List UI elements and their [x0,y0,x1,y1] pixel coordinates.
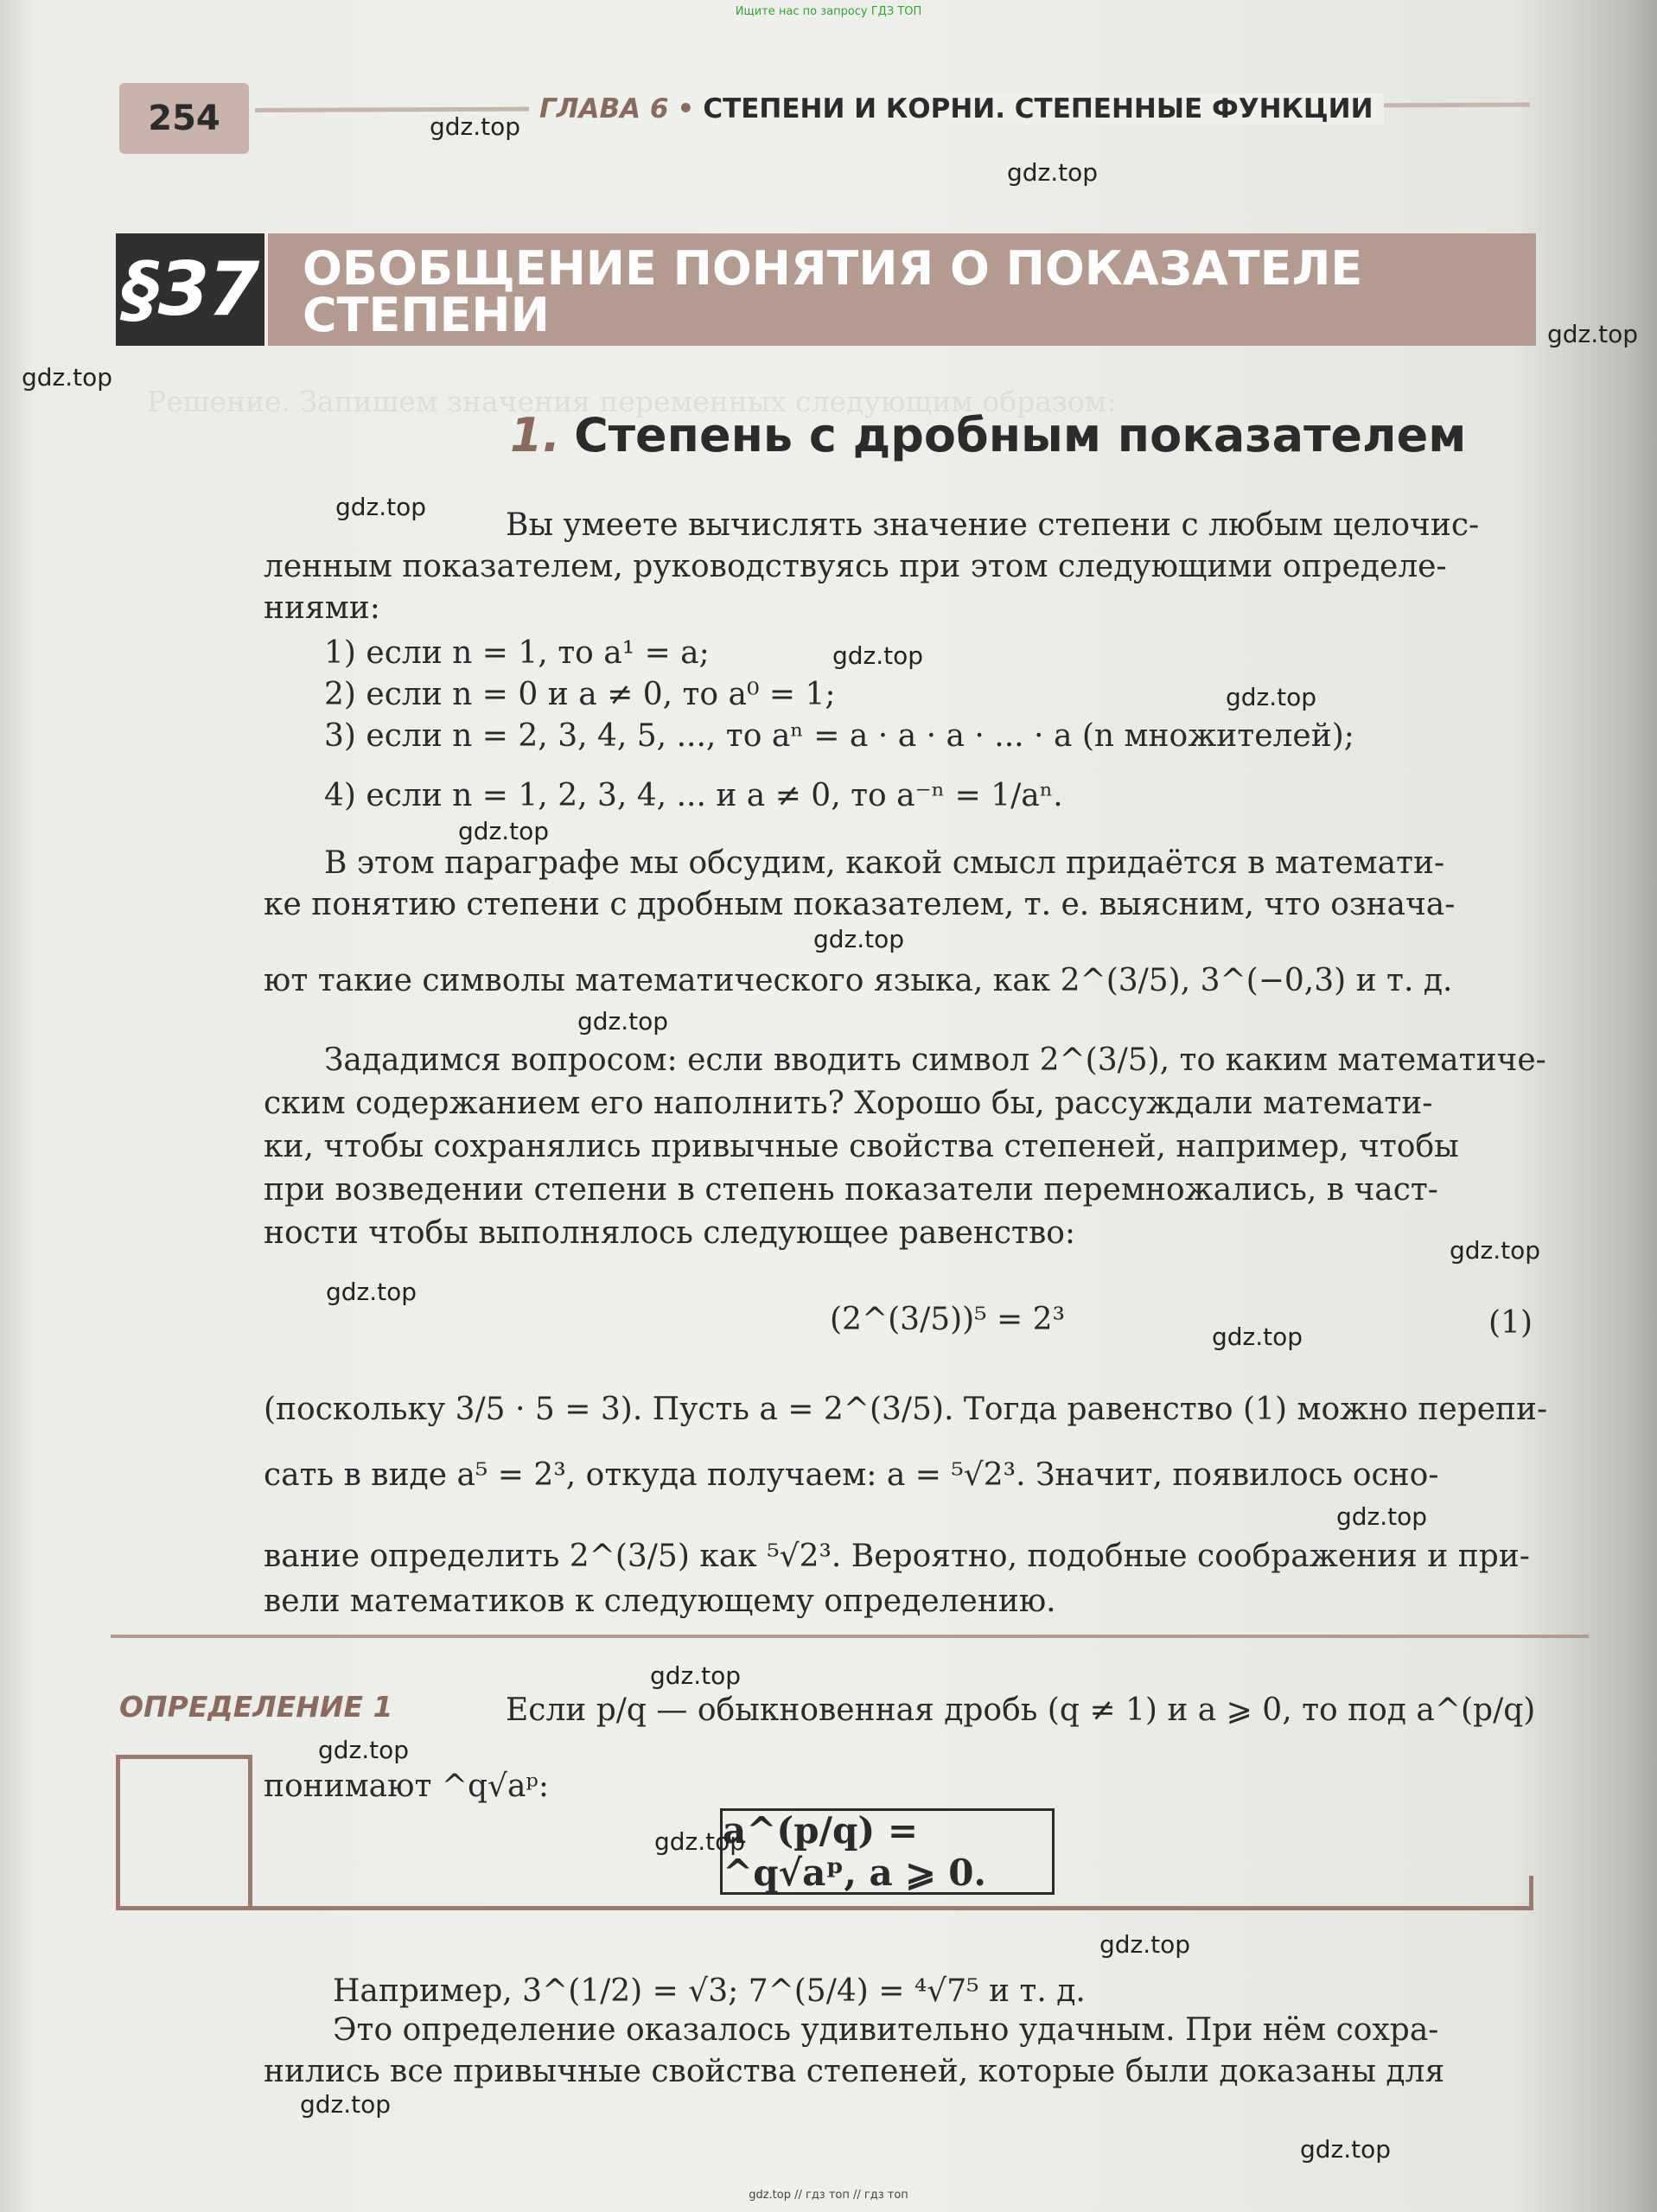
chapter-label: ГЛАВА 6 [539,93,669,124]
bullet-icon: • [677,93,695,124]
definition-item: 3) если n = 2, 3, 4, 5, ..., то aⁿ = a · a · a · ... · a (n множителей); [324,718,1354,754]
definition-text: понимают ^q√aᵖ: [264,1769,549,1804]
equation-1: (2^(3/5))⁵ = 2³ [830,1302,1066,1337]
paragraph-title: ОБОБЩЕНИЕ ПОНЯТИЯ О ПОКАЗАТЕЛЕ СТЕПЕНИ [303,241,1363,342]
text-line: ки, чтобы сохранялись привычные свойства степеней, например, чтобы [264,1129,1459,1164]
watermark: gdz.top [318,1736,410,1764]
watermark: gdz.top [654,1827,746,1856]
text-line: нились все привычные свойства степеней, которые были доказаны для [264,2054,1445,2089]
paragraph-title-box [268,233,1536,346]
definition-item: 1) если n = 1, то a¹ = a; [324,635,710,671]
watermark: gdz.top [1212,1323,1303,1351]
watermark: gdz.top [1336,1502,1428,1531]
watermark: gdz.top [1547,320,1639,348]
watermark: gdz.top [1099,1930,1191,1959]
watermark: gdz.top [430,112,521,141]
text-line: ленным показателем, руководствуясь при этом следующими определе- [264,549,1447,584]
watermark: gdz.top [1450,1236,1541,1265]
watermark: gdz.top [813,925,905,953]
definition-label: ОПРЕДЕЛЕНИЕ 1 [119,1690,393,1724]
text-line: ниями: [264,590,380,626]
paragraph-number: §37 [122,246,258,333]
watermark: gdz.top [335,493,427,521]
paragraph-number-box [116,233,264,346]
watermark: gdz.top [458,817,550,845]
chapter-heading [529,93,1384,124]
watermark: gdz.top [1300,2135,1392,2164]
text-line: Это определение оказалось удивительно удачным. При нём сохра- [333,2012,1439,2048]
page-number: 254 [148,99,220,138]
text-line: ским содержанием его наполнить? Хорошо бы, рассуждали математи- [264,1086,1433,1121]
section-title [510,408,1466,462]
definition-frame-bottom [116,1906,1533,1910]
equation-number: (1) [1488,1305,1533,1341]
watermark: gdz.top [1226,683,1317,711]
text-line: при возведении степени в степень показатели перемножались, в част- [264,1172,1438,1208]
definition-frame [116,1755,252,1910]
text-line: В этом параграфе мы обсудим, какой смысл придаётся в математи- [324,845,1445,881]
watermark: gdz.top [832,641,924,670]
definition-formula: a^(p/q) = ^q√aᵖ, a ⩾ 0. [723,1809,987,1894]
definition-item: 2) если n = 0 и a ≠ 0, то a⁰ = 1; [324,677,836,712]
watermark: gdz.top [22,363,113,392]
watermark: gdz.top [326,1278,417,1306]
text-line: вели математиков к следующему определению. [264,1584,1056,1619]
watermark: gdz.top [1007,158,1099,187]
chapter-title: СТЕПЕНИ И КОРНИ. СТЕПЕННЫЕ ФУНКЦИИ [703,93,1373,124]
text-line: Вы умеете вычислять значение степени с любым целочис- [506,507,1480,543]
watermark: gdz.top [300,2090,392,2119]
definition-text: Если p/q — обыкновенная дробь (q ≠ 1) и a ⩾ 0, то под a^(p/q) [506,1692,1536,1728]
watermark: gdz.top [650,1661,742,1690]
definition-frame-right [1529,1876,1533,1910]
text-line: ности чтобы выполнялось следующее равенство: [264,1215,1076,1251]
bleed-through: Решение. Запишем значения переменных следующим образом: [147,385,1117,418]
definition-rule [111,1635,1589,1638]
top-banner[interactable]: Ищите нас по запросу ГДЗ ТОП [735,5,922,18]
watermark: gdz.top [577,1007,669,1036]
section-title-text: Степень с дробным показателем [574,408,1467,462]
text-line: Зададимся вопросом: если вводить символ 2^(3/5), то каким математиче- [324,1042,1546,1078]
definition-item: 4) если n = 1, 2, 3, 4, ... и a ≠ 0, то a⁻ⁿ = 1/aⁿ. [324,778,1063,813]
text-line: ют такие символы математического языка, как 2^(3/5), 3^(−0,3) и т. д. [264,963,1453,998]
text-line: ке понятию степени с дробным показателем, т. е. выясним, что означа- [264,887,1456,922]
section-number: 1. [510,408,561,462]
page-number-box [119,83,249,154]
text-line: вание определить 2^(3/5) как ⁵√2³. Вероятно, подобные соображения и при- [264,1539,1530,1574]
definition-formula-box [720,1808,1055,1895]
text-line: (поскольку 3/5 · 5 = 3). Пусть a = 2^(3/5). Тогда равенство (1) можно перепи- [264,1392,1548,1427]
text-line: Например, 3^(1/2) = √3; 7^(5/4) = ⁴√7⁵ и т. д. [333,1973,1086,2009]
bottom-banner[interactable]: gdz.top // гдз топ // гдз топ [749,2189,908,2202]
text-line: сать в виде a⁵ = 2³, откуда получаем: a = ⁵√2³. Значит, появилось осно- [264,1457,1439,1493]
